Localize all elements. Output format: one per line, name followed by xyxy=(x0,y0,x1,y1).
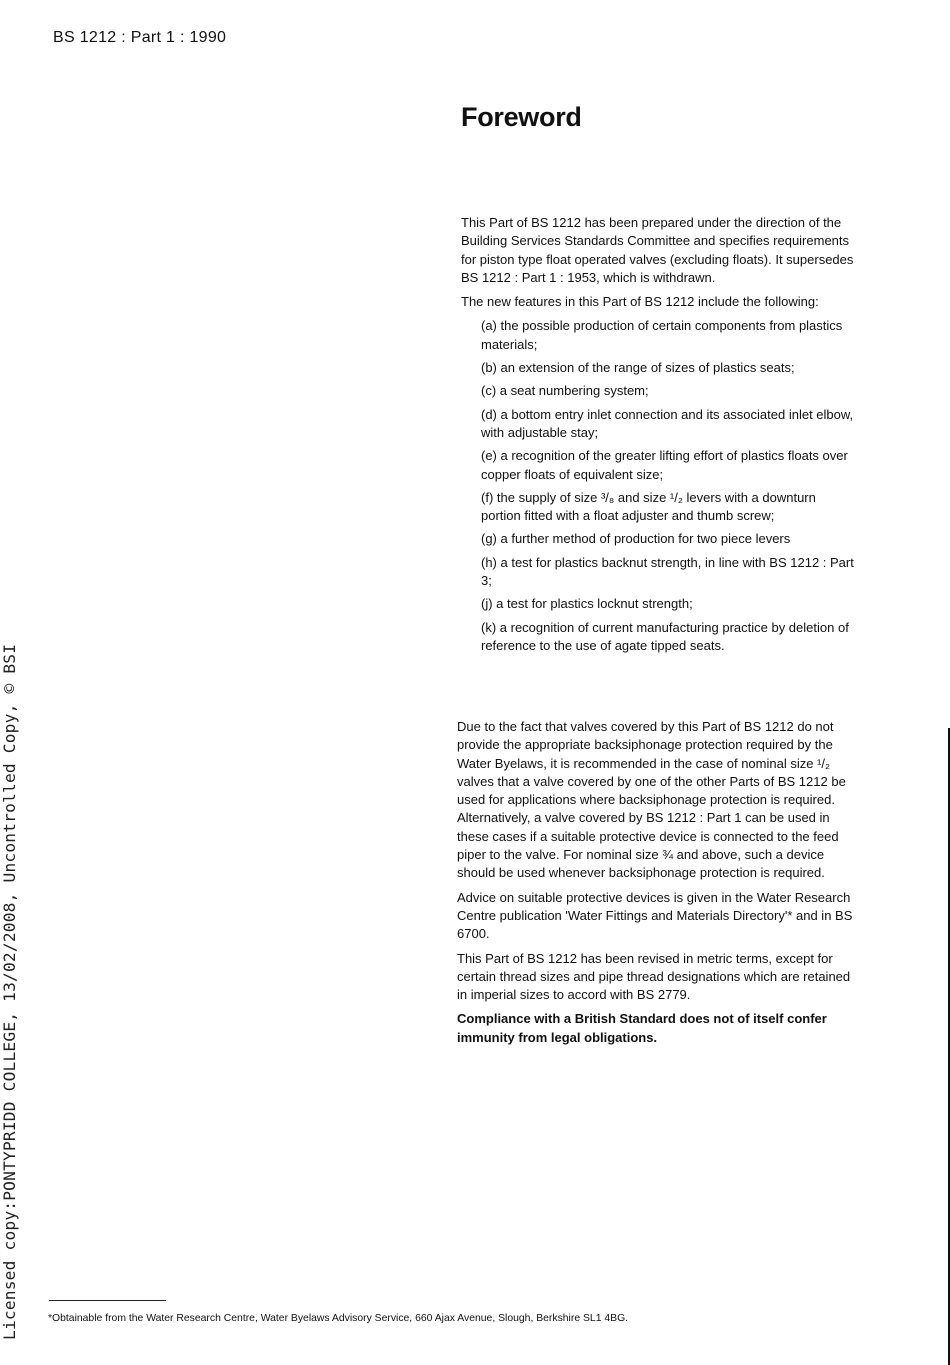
page-title: Foreword xyxy=(461,102,582,132)
list-item: (b) an extension of the range of sizes of plastics seats; xyxy=(481,360,795,376)
list-item: (e) a recognition of the greater lifting effort of plastics floats over copper floats of equivalent size; xyxy=(481,448,848,482)
list-item: (k) a recognition of current manufacturing practice by deletion of reference to the use of agate tipped seats. xyxy=(481,619,849,653)
list-item: (d) a bottom entry inlet connection and its associated inlet elbow, with adjustable stay; xyxy=(481,406,854,440)
footnote: *Obtainable from the Water Research Centre, Water Byelaws Advisory Service, 660 Ajax Avenue, Slough, Berkshire SL1 4BG. xyxy=(48,1313,629,1324)
list-item: (f) the supply of size ³/₈ and size ¹/₂ levers with a downturn portion fitted with a float adjuster and thumb screw; xyxy=(481,489,816,524)
document-reference-header: BS 1212 : Part 1 : 1990 xyxy=(53,29,227,46)
list-item: (g) a further method of production for two piece levers xyxy=(481,531,791,547)
compliance-statement: Compliance with a British Standard does not of itself confer immunity from legal obligations. xyxy=(457,1011,827,1045)
list-item: (c) a seat numbering system; xyxy=(481,383,649,399)
license-stamp: Licensed copy:PONTYPRIDD COLLEGE, 13/02/2008, Uncontrolled Copy, © BSI xyxy=(0,643,19,1340)
protective-devices-paragraph: Advice on suitable protective devices is given in the Water Research Centre publication 'Water Fittings and Materials Directory'* and in BS 6700. xyxy=(457,889,853,942)
foreword-intro xyxy=(461,214,856,661)
features-list xyxy=(461,317,856,655)
features-intro-paragraph: The new features in this Part of BS 1212 include the following: xyxy=(461,294,819,310)
list-item: (h) a test for plastics backnut strength, in line with BS 1212 : Part 3; xyxy=(481,554,854,589)
backsiphonage-paragraph: Due to the fact that valves covered by this Part of BS 1212 do not provide the appropriate backsiphonage protection required by the Water Byelaws, it is recommended in the case of nominal size ¹/₂ valves that a valve covered by one of the other Parts of BS 1212 be used for applications where backsiphonage protection is required. Alternatively, a valve covered by BS 1212 : Part 1 can be used in these cases if a suitable protective device is connected to the feed piper to the valve. For nominal size ¾ and above, such a device should be used whenever backsiphonage protection is required. xyxy=(457,719,846,881)
foreword-body xyxy=(457,718,857,1053)
list-item: (j) a test for plastics locknut strength; xyxy=(481,596,693,612)
intro-paragraph: This Part of BS 1212 has been prepared under the direction of the Building Services Standards Committee and specifies requirements for piston type float operated valves (excluding floats). It supersedes BS 1212 : Part 1 : 1953, which is withdrawn. xyxy=(461,215,854,285)
metric-revision-paragraph: This Part of BS 1212 has been revised in metric terms, except for certain thread sizes and pipe thread designations which are retained in imperial sizes to accord with BS 2779. xyxy=(457,950,851,1003)
list-item: (a) the possible production of certain components from plastics materials; xyxy=(481,318,843,352)
footnote-divider xyxy=(49,1300,166,1301)
